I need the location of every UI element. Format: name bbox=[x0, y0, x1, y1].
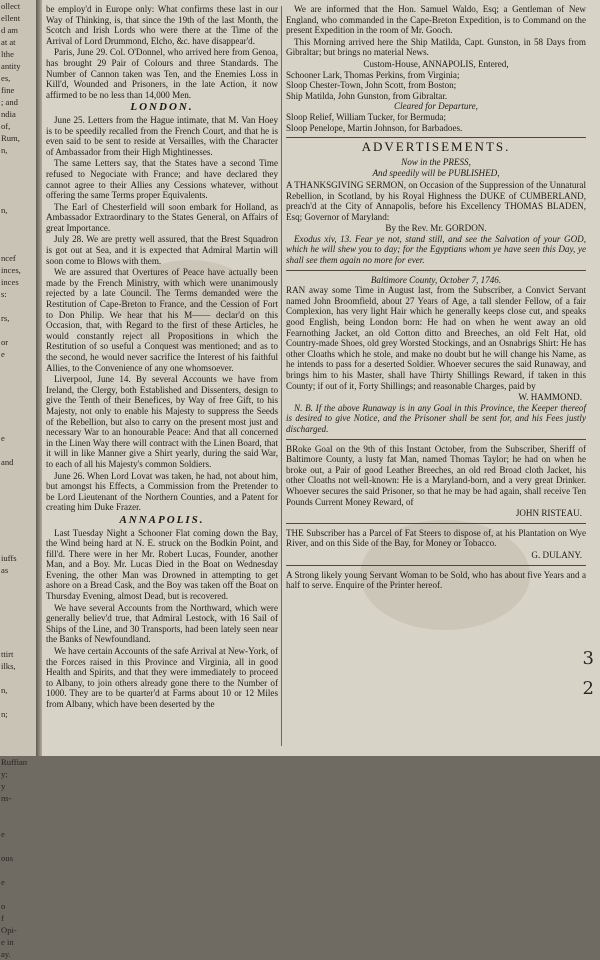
gutter-text-fragment: and bbox=[1, 457, 14, 467]
gutter-text-fragment: ; and bbox=[1, 97, 18, 107]
news-paragraph: We are informed that the Hon. Samuel Waldo, Esq; a Gentleman of New England, who commanded in the Cape-Breton Expedition, is to Command on the present Expedition in the room of Mr. Gooch. bbox=[286, 4, 586, 36]
gutter-text-fragment: inces bbox=[1, 277, 19, 287]
gutter-text-fragment: or bbox=[1, 337, 9, 347]
news-paragraph: June 25. Letters from the Hague intimate, that M. Van Hoey is to be speedily recalled from the French Court, and that he is even said to be sent to reside at Versailles, with the Character of Ambassador from their High Mightinesses. bbox=[46, 114, 278, 157]
divider bbox=[286, 137, 586, 138]
gutter-text-fragment: fine bbox=[1, 85, 15, 95]
gutter-text-fragment: d am bbox=[1, 25, 18, 35]
gutter-text-fragment: ndia bbox=[1, 109, 16, 119]
gutter-text-fragment bbox=[0, 888, 36, 900]
divider bbox=[286, 565, 586, 566]
gutter-text-fragment: iuffs bbox=[1, 553, 17, 563]
gutter-text-fragment bbox=[0, 600, 36, 612]
ship-entry: Sloop Relief, William Tucker, for Bermuda; bbox=[286, 111, 446, 122]
gutter-text-fragment bbox=[0, 300, 36, 312]
gutter-text-fragment: Opi- bbox=[1, 925, 17, 935]
gutter-text-fragment: Rum, bbox=[1, 133, 20, 143]
news-paragraph: We are assured that Overtures of Peace have actually been made by the French Ministry, with which were unanimously rejected by a late Council. The Terms demanded were the Restitution of Cape-Breton to France, and the Cession of Fort to Don Philip. We hear that his M—— declar'd on this Occasion, that, with Regard to the first of these Articles, he would constantly reject all Propositions in which the Restitution of so useful a Conquest was mentioned; and as to the second, he would never sacrifice the Interest of his faithful Allies, to the Convenience of any one whomsoever. bbox=[46, 267, 278, 373]
gutter-text-fragment bbox=[0, 444, 36, 456]
gutter-text-fragment: e in bbox=[1, 937, 14, 947]
advert-steers: THE Subscriber has a Parcel of Fat Steers to dispose of, at his Plantation on Wye River, and on this Side of the Bay, for Money or Tobacco. bbox=[286, 527, 586, 549]
gutter-text-fragment bbox=[0, 636, 36, 648]
ship-entry: Sloop Chester-Town, John Scott, from Boston; bbox=[286, 80, 457, 91]
advert-signature: G. DULANY. bbox=[531, 549, 582, 560]
news-paragraph: Last Tuesday Night a Schooner Flat coming down the Bay, the Wind being hard at N. E. struck on the Bodkin Point, and fill'd. There were in her Mr. Robert Lucas, Founder, another Man, and a Boy. Mr. Lucas Died in the Boat on Wednesday Evening, the other Man was Drowned in attempting to get ashore on a Bread Cask, and the Boy was taken off the Boat on Thursday Evening, almost Dead, but is recovered. bbox=[46, 527, 278, 602]
annapolis-heading: ANNAPOLIS. bbox=[119, 513, 205, 526]
gutter-text-fragment: antity bbox=[1, 61, 21, 71]
news-paragraph: We have certain Accounts of the safe Arrival at New-York, of the Forces raised in this Province and Virginia, all in good Health and Spirits, and that they were immediately to proceed to Albany, to join others already gone there to the Number of 1000. They are to be quarter'd at Farms about 10 or 12 Miles from Albany, which have been deserted by the bbox=[46, 646, 278, 709]
gutter-text-fragment: Ruffian bbox=[1, 757, 28, 767]
gutter-text-fragment: es, bbox=[1, 73, 11, 83]
gutter-text-fragment bbox=[0, 840, 36, 852]
gutter-text-fragment: ollect bbox=[1, 1, 21, 11]
right-column bbox=[286, 4, 586, 756]
gutter-text-fragment: e bbox=[1, 349, 5, 359]
ship-entry: Schooner Lark, Thomas Perkins, from Virginia; bbox=[286, 69, 460, 80]
gutter-text-fragment: ns- bbox=[1, 793, 12, 803]
gutter-text-fragment bbox=[0, 492, 36, 504]
gutter-text-fragment bbox=[0, 216, 36, 228]
gutter-text-fragment: e bbox=[1, 433, 5, 443]
gutter-text-fragment: at at bbox=[1, 37, 16, 47]
gutter-text-fragment: ay. bbox=[1, 949, 11, 959]
gutter-text-fragment bbox=[0, 468, 36, 480]
gutter-text-fragment: inces, bbox=[1, 265, 21, 275]
advertisements-heading: ADVERTISEMENTS. bbox=[361, 139, 511, 155]
gutter-text-fragment bbox=[0, 816, 36, 828]
gutter-text-fragment bbox=[0, 720, 36, 732]
gutter-text-fragment: ttirt bbox=[1, 649, 14, 659]
gutter-text-fragment bbox=[0, 588, 36, 600]
entered-list bbox=[286, 70, 586, 102]
press-line: And speedily will be PUBLISHED, bbox=[372, 168, 500, 179]
handwritten-number: 2 bbox=[582, 678, 594, 699]
advert-servant: A Strong likely young Servant Woman to be Sold, who has about five Years and a half to serve. Enquire of the Printer hereof. bbox=[286, 569, 586, 591]
advert-note: N. B. If the above Runaway is in any Goal in this Province, the Keeper thereof is desired to give Notice, and the Prisoner shall be sent for, and his Fees justly discharged. bbox=[286, 402, 586, 434]
gutter-text-fragment bbox=[0, 408, 36, 420]
gutter-text-fragment: e bbox=[1, 829, 5, 839]
gutter-text-fragment bbox=[0, 744, 36, 756]
gutter-text-fragment bbox=[0, 804, 36, 816]
left-column bbox=[46, 4, 278, 756]
ship-entry: Ship Matilda, John Gunston, from Gibraltar. bbox=[286, 90, 448, 101]
news-paragraph: The Earl of Chesterfield will soon embark for Holland, as Ambassador Extraordinary to the States General, on Affairs of great Importance. bbox=[46, 201, 278, 233]
handwritten-number: 3 bbox=[582, 648, 594, 669]
gutter-text-fragment bbox=[0, 420, 36, 432]
gutter-text-fragment bbox=[0, 624, 36, 636]
london-heading: LONDON. bbox=[130, 101, 194, 114]
gutter-text-fragment bbox=[0, 480, 36, 492]
gutter-text-fragment bbox=[0, 732, 36, 744]
gutter-text-fragment: e bbox=[1, 877, 5, 887]
ship-entry: Sloop Penelope, Martin Johnson, for Barbadoes. bbox=[286, 122, 463, 133]
gutter-text-fragment bbox=[0, 360, 36, 372]
cleared-list bbox=[286, 112, 586, 133]
gutter-text-fragment: ous bbox=[1, 853, 13, 863]
news-paragraph: This Morning arrived here the Ship Matilda, Capt. Gunston, in 58 Days from Gibraltar; but brings no material News. bbox=[286, 36, 586, 58]
gutter-text-fragment: y bbox=[1, 781, 6, 791]
gutter-text-fragment bbox=[0, 696, 36, 708]
gutter-text-fragment bbox=[0, 180, 36, 192]
gutter-text-fragment: f bbox=[1, 913, 4, 923]
advert-dateline: Baltimore County, October 7, 1746. bbox=[370, 274, 502, 285]
gutter-text-fragment bbox=[0, 504, 36, 516]
gutter-text-fragment: of, bbox=[1, 121, 11, 131]
gutter-text-fragment bbox=[0, 324, 36, 336]
gutter-text-fragment bbox=[0, 192, 36, 204]
press-line: Now in the PRESS, bbox=[401, 156, 471, 167]
gutter-text-fragment bbox=[0, 516, 36, 528]
custom-house-heading: Custom-House, ANNAPOLIS, Entered, bbox=[363, 58, 509, 69]
news-paragraph: Liverpool, June 14. By several Accounts we have from Ireland, the Clergy, both Established and Dissenters, design to give the Tenth of their Benefices, by Way of free Gift, to his Majesty, not only to enable his Majesty to suppress the Seeds of the Rebellion, but also to carry on the present most just and necessary War to an honourable Peace: And that all concerned in the Linen Way there will contract with the Linen Board, that it will in like Manner give a Shirt yearly, during the said War, to each of all his Majesty's common Soldiers. bbox=[46, 374, 278, 469]
gutter-text-fragment bbox=[0, 156, 36, 168]
advert-sermon: A THANKSGIVING SERMON, on Occasion of the Suppression of the Unnatural Rebellion, in Scotland, by his Royal Highness the DUKE of CUMBERLAND, preach'd at the City of Annapolis, before his Excellency THOMAS BLADEN, Esq; Governor of Maryland: bbox=[286, 179, 586, 222]
advert-runaway: RAN away some Time in August last, from the Subscriber, a Convict Servant named John Broomfield, about 27 Years of Age, a tall slender Fellow, of a fair Complexion, has very light Hair which he generally keeps close cut, and speaks good English, being London born: He had on when he went away an old Fearnothing Jacket, an old Cotton ditto and Breeches, an old Felt Hat, old Country-made Shoes, old grey Worsted Stockings, and an Osnabrigs Shirt: He has other Cloaths which he stole, and make no doubt but he will change his Name, as he intends to pass for a deserted Soldier. Whoever secures the said Runaway, and brings him to his Master, shall have Thirty Shillings Reward, if taken in this County; if out of it, Forty Shillings; and reasonable Charges, paid by bbox=[286, 285, 586, 391]
gutter-text-fragment: y; bbox=[1, 769, 8, 779]
advert-signature: JOHN RISTEAU. bbox=[515, 508, 582, 519]
gutter-text-fragment bbox=[0, 672, 36, 684]
previous-page-gutter bbox=[0, 0, 37, 959]
gutter-text-fragment: n; bbox=[1, 709, 8, 719]
gutter-text-fragment: ellent bbox=[1, 13, 21, 23]
news-paragraph: July 28. We are pretty well assured, that the Brest Squadron is got out at Sea, and it is expected that Admiral Martin will soon come to Blows with them. bbox=[46, 234, 278, 266]
gutter-text-fragment: s: bbox=[1, 289, 7, 299]
gutter-text-fragment: n, bbox=[1, 205, 8, 215]
gutter-text-fragment bbox=[0, 240, 36, 252]
gutter-text-fragment: ncef bbox=[1, 253, 16, 263]
gutter-text-fragment bbox=[0, 528, 36, 540]
advert-author: By the Rev. Mr. GORDON. bbox=[385, 223, 487, 234]
divider bbox=[286, 523, 586, 524]
news-paragraph: We have several Accounts from the Northward, which were generally believ'd true, that Admiral Lestock, with 16 Sail of Ships of the Line, and 30 Transports, had been lately seen near the Banks of Newfoundland. bbox=[46, 602, 278, 645]
gutter-text-fragment: rs, bbox=[1, 313, 10, 323]
gutter-text-fragment: lthe bbox=[1, 49, 14, 59]
gutter-text-fragment bbox=[0, 384, 36, 396]
divider bbox=[286, 270, 586, 271]
gutter-text-fragment bbox=[0, 228, 36, 240]
news-paragraph: The same Letters say, that the States have a second Time refused to Negociate with France; and have declared they cannot agree to their Allies any Cessions whatever, without offering the same Terms proper Equivalents. bbox=[46, 158, 278, 201]
advert-scripture: Exodus xiv, 13. Fear ye not, stand still, and see the Salvation of your GOD, which he will shew you to day; for the Egyptians whom ye have seen this Day, ye shall see them again no more for ever. bbox=[286, 233, 586, 266]
gutter-text-fragment: o bbox=[1, 901, 6, 911]
gutter-text-fragment: n, bbox=[1, 145, 8, 155]
advert-goal-break: BRoke Goal on the 9th of this Instant October, from the Subscriber, Sheriff of Baltimore County, a lusty fat Man, named Thomas Taylor; he had on when he broke out, a Pair of good Leather Breeches, an old red Broad cloth Jacket, his other Cloaths not well-known: He is a Maryland-born, and a very great Drinker. Whoever secures the said Prisoner, so that he may be had again, shall receive Ten Pounds Current Money Reward, of bbox=[286, 443, 586, 507]
news-paragraph: be employ'd in Europe only: What confirms these last in our Way of Thinking, is, that since the 19th of the last Month, the Scotch and Irish Lords who were there at the Time of the Arrival of Lord Drummond, Elcho, &c. have disappear'd. bbox=[46, 4, 278, 46]
news-paragraph: Paris, June 29. Col. O'Donnel, who arrived here from Genoa, has brought 29 Pair of Colours and three Standards. The Number of Cannon taken was Ten, and the Enemies Loss in Kill'd, Wounded and Prisoners, in the late Action, it now affirmed to be no less than 14,000 Men. bbox=[46, 47, 278, 100]
gutter-text-fragment bbox=[0, 396, 36, 408]
divider bbox=[286, 439, 586, 440]
gutter-text-fragment bbox=[0, 168, 36, 180]
gutter-text-fragment bbox=[0, 372, 36, 384]
column-rule bbox=[281, 6, 282, 746]
gutter-text-fragment: as bbox=[1, 565, 9, 575]
cleared-heading: Cleared for Departure, bbox=[394, 101, 478, 112]
gutter-text-fragment: n, bbox=[1, 685, 8, 695]
gutter-text-fragment: ilks, bbox=[1, 661, 16, 671]
binding-fold bbox=[36, 0, 42, 756]
gutter-text-fragment bbox=[0, 864, 36, 876]
advert-signature: W. HAMMOND. bbox=[518, 392, 582, 403]
gutter-text-fragment bbox=[0, 576, 36, 588]
gutter-text-fragment bbox=[0, 540, 36, 552]
gutter-text-fragment bbox=[0, 612, 36, 624]
news-paragraph: June 26. When Lord Lovat was taken, he had, not about him, but amongst his Effects, a Commission from the Pretender to be Lord Lieutenant of the Northern Counties, and a Patent for creating him Duke Frazer. bbox=[46, 470, 278, 513]
